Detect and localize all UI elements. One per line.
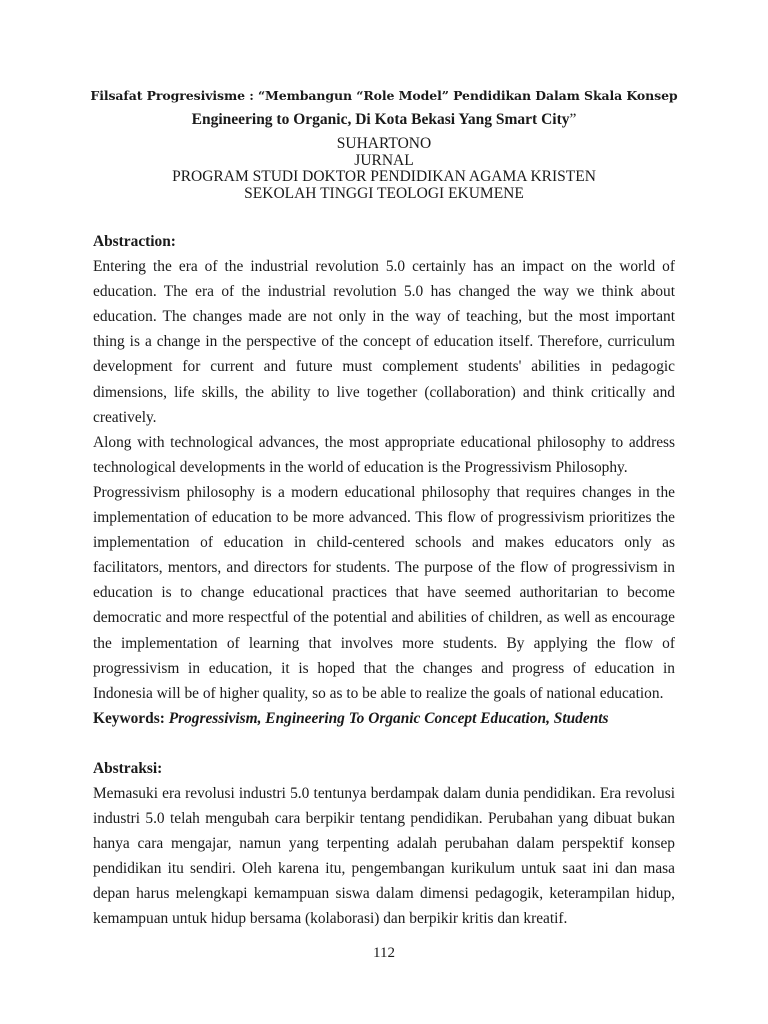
title-closing-quote: ” <box>569 111 577 128</box>
keywords-line <box>93 706 675 731</box>
title-line-1: Filsafat Progresivisme : “Membangun “Role Model” Pendidikan Dalam Skala Konsep <box>90 88 678 103</box>
program-name: PROGRAM STUDI DOKTOR PENDIDIKAN AGAMA KRISTEN <box>172 168 596 185</box>
institution-name: SEKOLAH TINGGI TEOLOGI EKUMENE <box>244 184 524 202</box>
page-number: 112 <box>373 945 395 961</box>
body-content <box>93 229 675 932</box>
publication-type: JURNAL <box>354 151 414 169</box>
title-line-2-text: Engineering to Organic, Di Kota Bekasi Yang Smart City <box>191 111 570 128</box>
title-line-2 <box>0 111 768 129</box>
abstraction-heading: Abstraction: <box>93 233 176 250</box>
abstraksi-heading: Abstraksi: <box>93 759 163 777</box>
abstraction-paragraph-1: Entering the era of the industrial revolution 5.0 certainly has an impact on the world of education. The era of the industrial revolution 5.0 has changed the way we think about education. The changes made are not only in the way of teaching, but the most important thing is a change in the perspective of the concept of education itself. Therefore, curriculum development for current and future must complement students' abilities in pedagogic dimensions, life skills, the ability to live together (collaboration) and think critically and creatively. <box>93 258 675 426</box>
abstraction-paragraph-3: Progressivism philosophy is a modern educational philosophy that requires changes in the implementation of education to be more advanced. This flow of progressivism prioritizes the implementation of education in child-centered schools and makes educators only as facilitators, mentors, and directors for students. The purpose of the flow of progressivism in education is to change educational practices that have seemed authoritarian to become democratic and more respectful of the potential and abilities of children, as well as encourage the implementation of learning that involves more students. By applying the flow of progressivism in education, it is hoped that the changes and progress of education in Indonesia will be of higher quality, so as to be able to realize the goals of national education. <box>93 483 675 702</box>
author-name: SUHARTONO <box>336 135 432 152</box>
abstraction-paragraph-2: Along with technological advances, the most appropriate educational philosophy to address technological developments in the world of education is the Progressivism Philosophy. <box>93 433 675 476</box>
keywords-label: Keywords: <box>93 709 165 727</box>
author-block <box>0 136 768 202</box>
abstraksi-paragraph-1: Memasuki era revolusi industri 5.0 tentunya berdampak dalam dunia pendidikan. Era revolusi industri 5.0 telah mengubah cara berpikir tentang pendidikan. Perubahan yang dibuat bukan hanya cara mengajar, namun yang terpenting adalah perubahan dalam perspektif konsep pendidikan itu sendiri. Oleh karena itu, pengembangan kurikulum untuk saat ini dan masa depan harus melengkapi kemampuan siswa dalam dimensi pedagogik, keterampilan hidup, kemampuan untuk hidup bersama (kolaborasi) dan berpikir kritis dan kreatif. <box>93 784 675 928</box>
section-spacer <box>93 731 675 756</box>
keywords-values: Progressivism, Engineering To Organic Concept Education, Students <box>168 709 609 727</box>
